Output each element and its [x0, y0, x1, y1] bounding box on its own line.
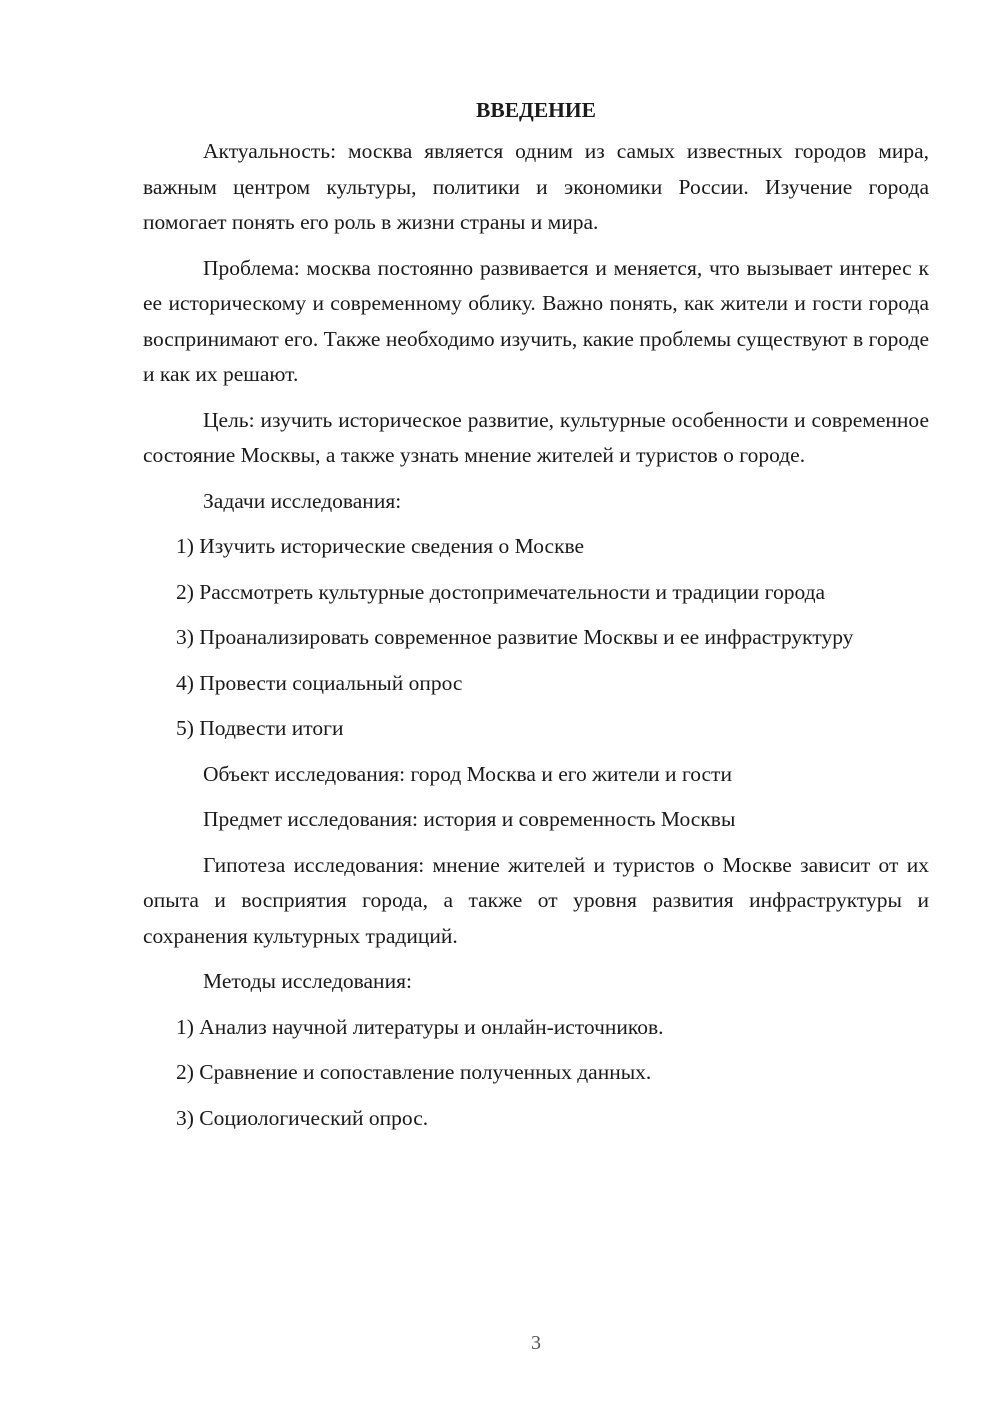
task-item: 1) Изучить исторические сведения о Москве: [176, 534, 585, 558]
method-item: 3) Социологический опрос.: [176, 1105, 429, 1130]
method-item: 2) Сравнение и сопоставление полученных данных.: [176, 1060, 652, 1084]
problem-paragraph: Проблема: москва постоянно развивается и меняется, что вызывает интерес к ее историческому и современному облику. Важно понять, как жители и гости города воспринимают его. Также необходимо изучить, какие проблемы существуют в городе и как их решают.: [143, 255, 929, 386]
task-item: 4) Провести социальный опрос: [176, 670, 463, 695]
section-title: ВВЕДЕНИЕ: [476, 98, 596, 122]
tasks-heading: Задачи исследования:: [203, 488, 402, 513]
document-body: [143, 92, 929, 1146]
task-item: 5) Подвести итоги: [176, 716, 344, 740]
object-line: Объект исследования: город Москва и его жители и гости: [203, 761, 732, 786]
hypothesis-paragraph: Гипотеза исследования: мнение жителей и туристов о Москве зависит от их опыта и восприятия города, а также от уровня развития инфраструктуры и сохранения культурных традиций.: [143, 852, 929, 948]
method-item: 1) Анализ научной литературы и онлайн-источников.: [176, 1014, 664, 1039]
page-number: 3: [531, 1332, 541, 1354]
actuality-paragraph: Актуальность: москва является одним из самых известных городов мира, важным центром культуры, политики и экономики России. Изучение города помогает понять его роль в жизни страны и мира.: [143, 139, 929, 234]
task-item: 2) Рассмотреть культурные достопримечательности и традиции города: [176, 579, 826, 604]
subject-line: Предмет исследования: история и современность Москвы: [203, 807, 736, 831]
task-item: 3) Проанализировать современное развитие Москвы и ее инфраструктуру: [176, 625, 854, 649]
goal-paragraph: Цель: изучить историческое развитие, культурные особенности и современное состояние Москвы, а также узнать мнение жителей и туристов о городе.: [143, 407, 929, 467]
methods-heading: Методы исследования:: [203, 969, 412, 993]
